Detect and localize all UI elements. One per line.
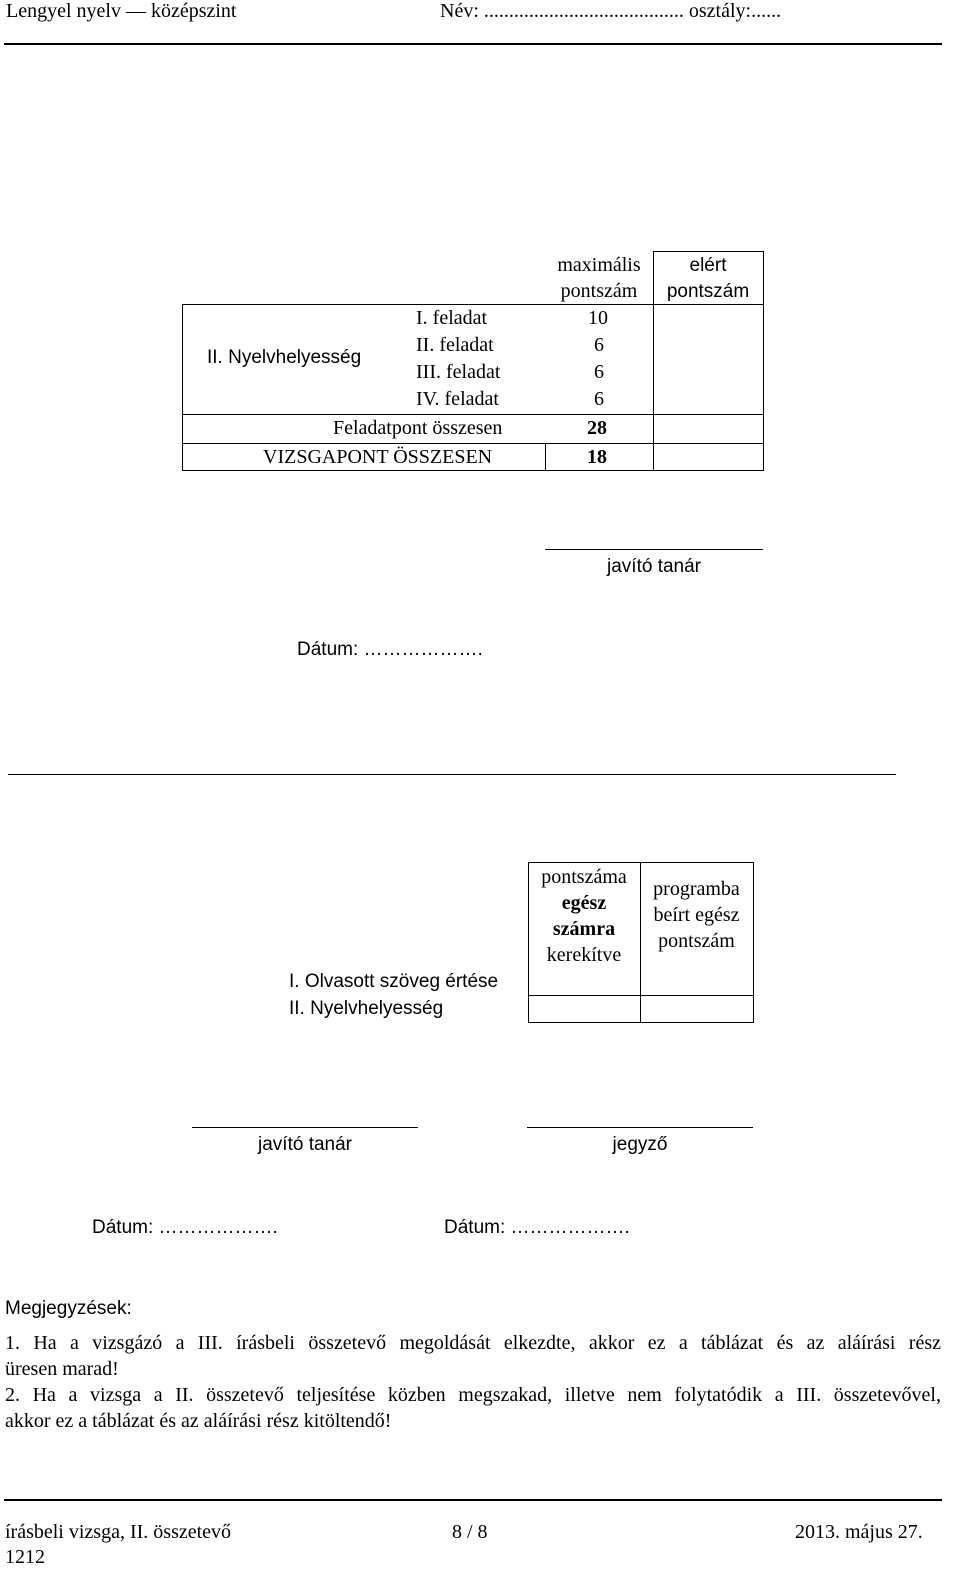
header-subject: Lengyel nyelv — középszint: [6, 0, 237, 22]
col2-header-line1: programba: [653, 878, 740, 900]
section-divider: [8, 774, 896, 775]
vizsga-max: 18: [587, 446, 607, 468]
col1-header-line3: számra: [552, 918, 616, 940]
col2-header-line3: pontszám: [658, 930, 735, 952]
footer-divider: [4, 1499, 942, 1501]
datum-field: Dátum: ……………….: [297, 639, 483, 660]
note-1-line2: üresen marad!: [5, 1358, 119, 1380]
table2-border: [753, 862, 754, 1023]
table2-border: [640, 862, 641, 1023]
table1-border: [182, 470, 764, 471]
row-max-2: 6: [594, 334, 604, 356]
row-label-1: I. feladat: [416, 307, 488, 329]
footer-date: 2013. május 27.: [795, 1521, 923, 1543]
signature-line: [527, 1127, 753, 1128]
table2-border: [528, 1022, 754, 1023]
table1-border: [182, 443, 764, 444]
row-olvasott: I. Olvasott szöveg értése: [289, 971, 499, 992]
row-max-1: 10: [588, 307, 608, 329]
footer-page: 8 / 8: [452, 1521, 488, 1543]
note-1-line1: 1. Ha a vizsgázó a III. írásbeli összetevő megoldását elkezdte, akkor ez a táblázat és az aláírási rész: [5, 1332, 941, 1354]
row-max-3: 6: [594, 361, 604, 383]
table1-border: [182, 304, 183, 471]
table2-border: [528, 862, 529, 1023]
javito-tanar-label: javító tanár: [607, 556, 701, 577]
col1-header-line2: egész: [561, 892, 607, 914]
signature-line: [192, 1127, 418, 1128]
table1-border: [653, 251, 654, 471]
signature-line: [545, 549, 763, 550]
vizsga-label: VIZSGAPONT ÖSSZESEN: [263, 446, 493, 468]
notes-title: Megjegyzések:: [5, 1298, 132, 1319]
note-2-line2: akkor ez a táblázat és az aláírási rész kitöltendő!: [5, 1410, 392, 1432]
javito-tanar-label-2: javító tanár: [258, 1134, 352, 1155]
row-label-3: III. feladat: [416, 361, 501, 383]
row-nyelvhelyesseg: II. Nyelvhelyesség: [289, 998, 444, 1019]
table1-border: [182, 304, 654, 305]
footer-code: 1212: [5, 1546, 45, 1568]
table1-border: [545, 443, 546, 471]
table1-border: [653, 251, 764, 252]
table1-border: [653, 304, 764, 305]
col-elert-header-line1: elért: [689, 255, 727, 276]
table1-border: [763, 251, 764, 471]
header-name-class: Név: ........................................ osztály:......: [440, 0, 782, 22]
row-max-4: 6: [594, 388, 604, 410]
datum-field-1: Dátum: ……………….: [92, 1217, 278, 1238]
col-elert-header-line2: pontszám: [666, 281, 750, 302]
col1-header-line1: pontszáma: [541, 866, 627, 888]
row-label-2: II. feladat: [416, 334, 494, 356]
table2-border: [528, 862, 754, 863]
jegyzo-label: jegyző: [612, 1134, 668, 1155]
col2-header-line2: beírt egész: [653, 904, 740, 926]
total-max: 28: [587, 417, 607, 439]
header-divider: [4, 43, 942, 45]
datum-field-2: Dátum: ……………….: [444, 1217, 630, 1238]
note-2-line1: 2. Ha a vizsga a II. összetevő teljesítése közben megszakad, illetve nem folytatódik a III. összetevővel,: [5, 1384, 941, 1406]
section-label: II. Nyelvhelyesség: [207, 347, 362, 368]
table2-border: [528, 995, 754, 996]
total-label: Feladatpont összesen: [333, 417, 503, 439]
col1-header-line4: kerekítve: [546, 944, 622, 966]
col-max-header-line1: maximális: [557, 254, 641, 276]
table1-border: [182, 414, 764, 415]
row-label-4: IV. feladat: [416, 388, 499, 410]
footer-left: írásbeli vizsga, II. összetevő: [5, 1521, 232, 1543]
col-max-header-line2: pontszám: [560, 280, 638, 302]
